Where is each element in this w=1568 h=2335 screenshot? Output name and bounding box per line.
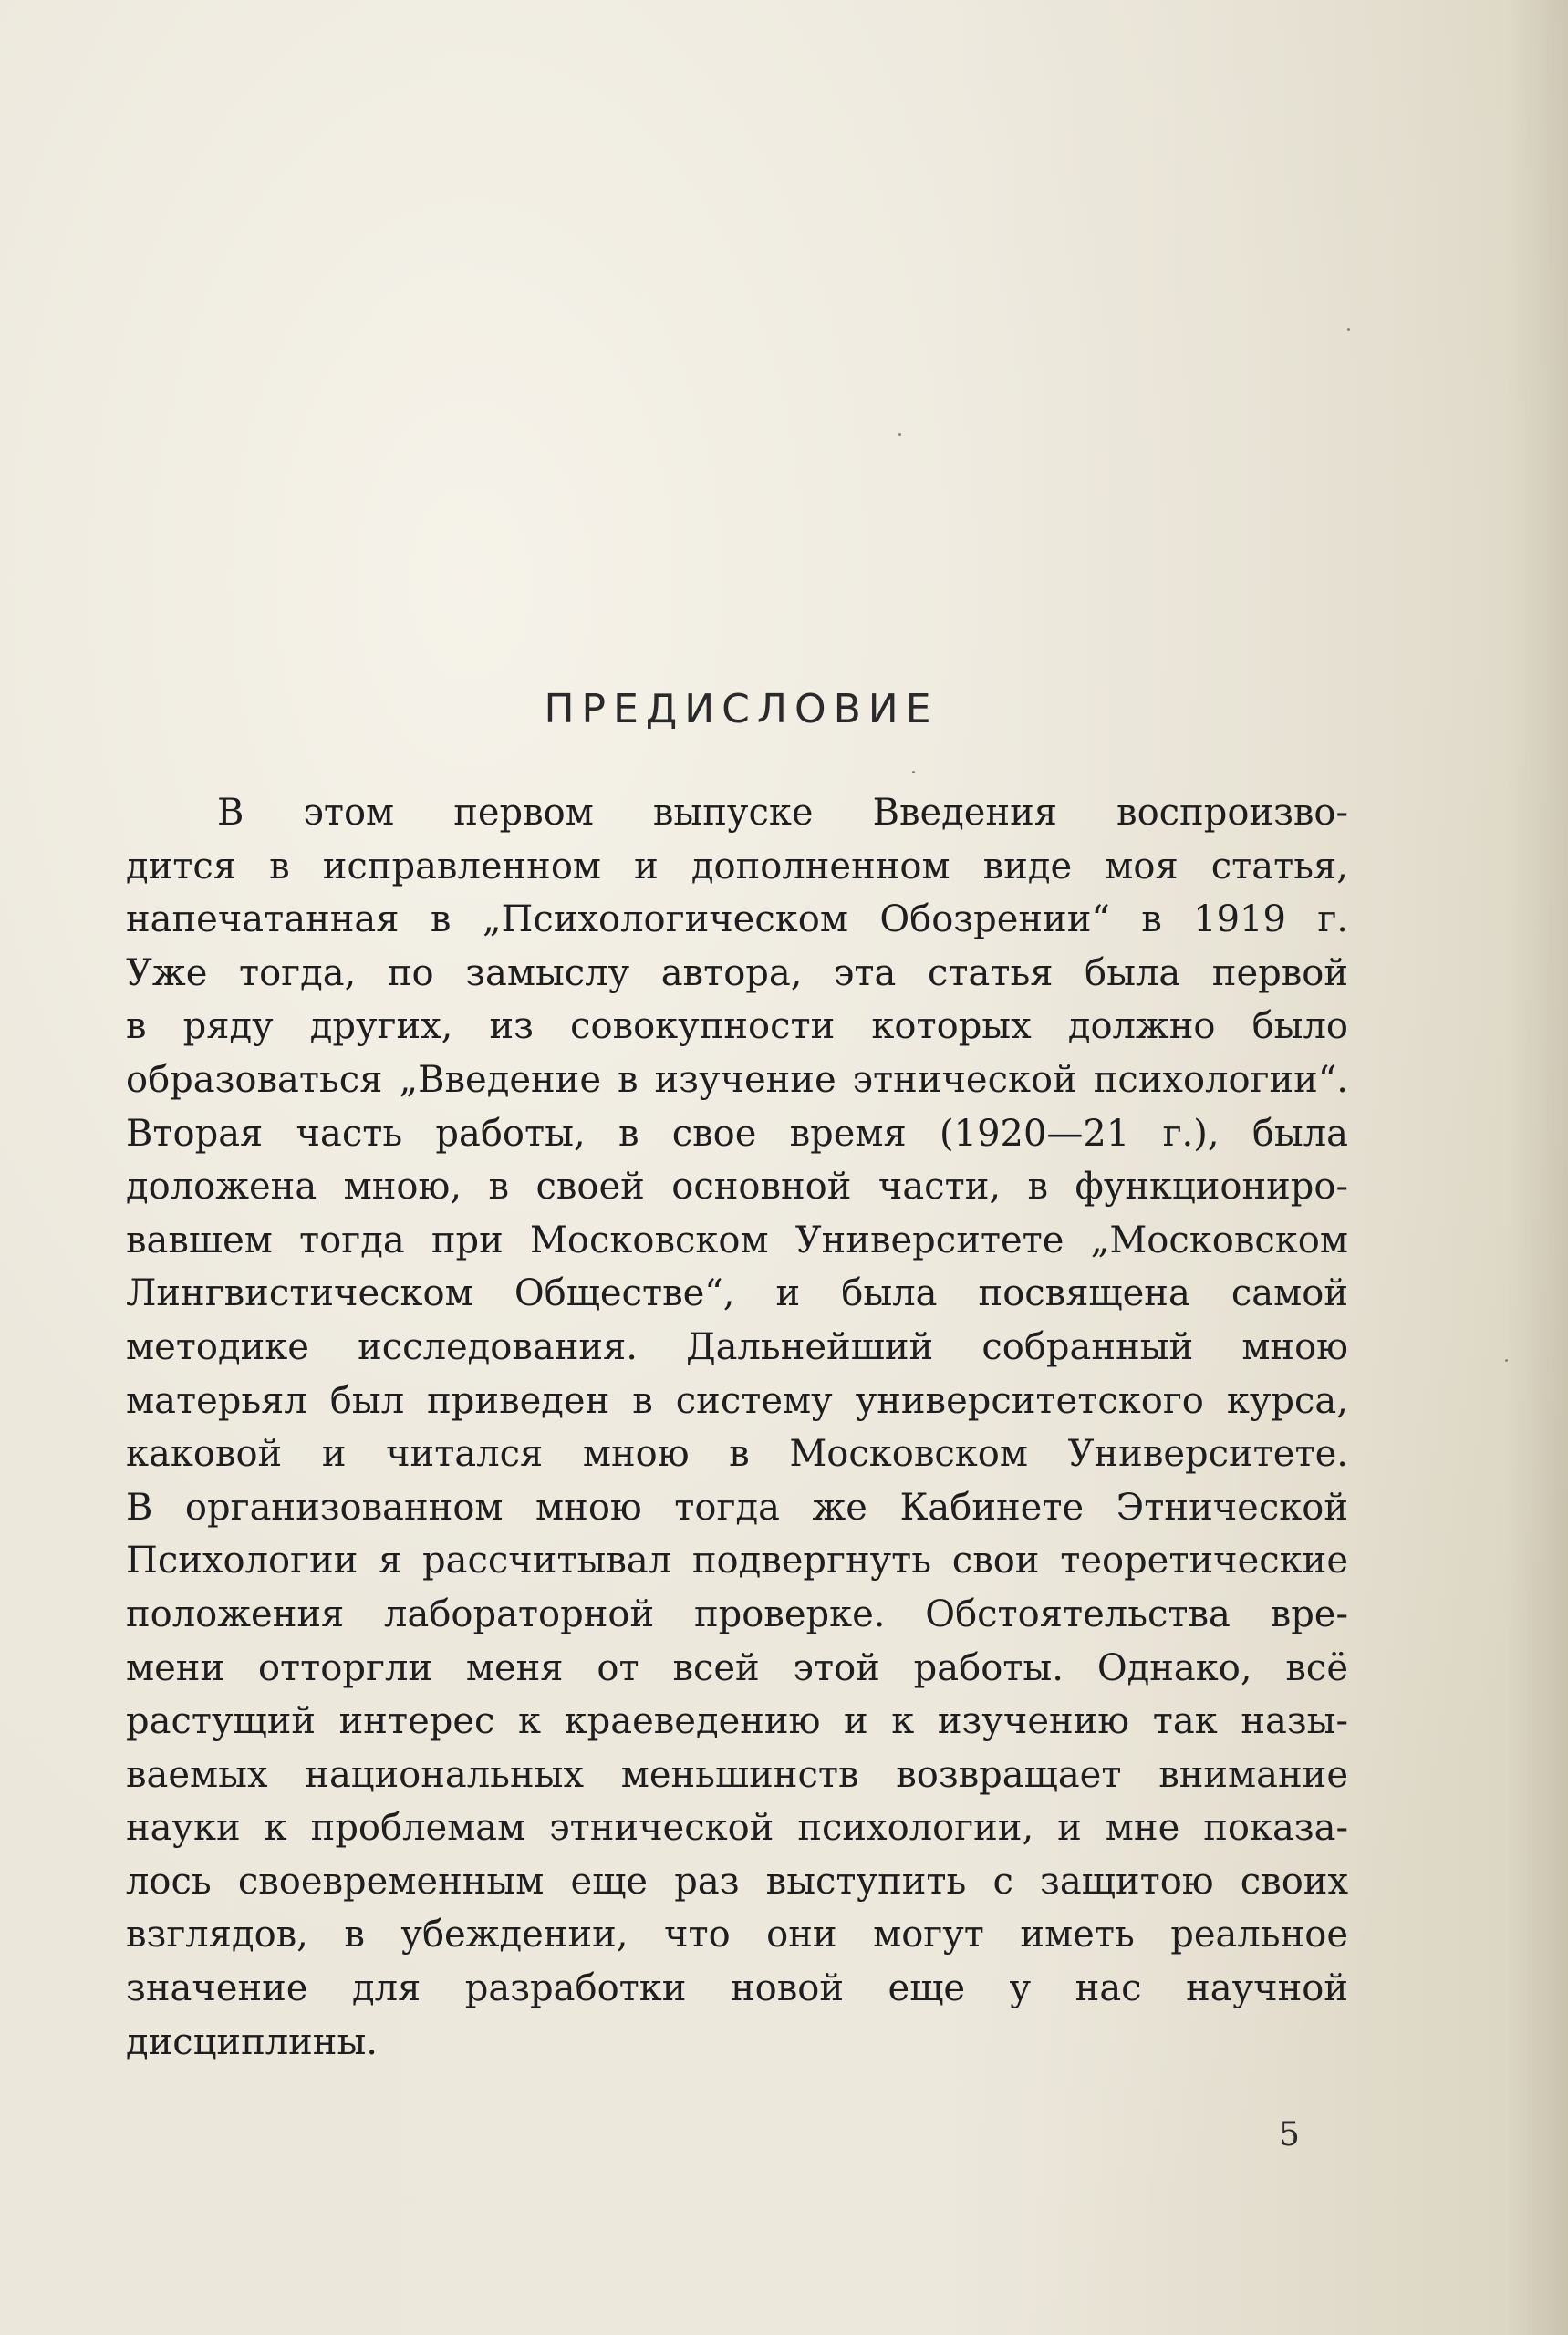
text-line: растущий интерес к краеведению и к изучению так назы- [126, 1700, 1348, 1743]
text-line: напечатанная в „Психологическом Обозрении“ в 1919 г. [126, 898, 1348, 941]
page-heading: ПРЕДИСЛОВИЕ [544, 686, 939, 732]
text-line: ваемых национальных меньшинств возвращает внимание [126, 1753, 1348, 1796]
text-line: взглядов, в убеждении, что они могут иметь реальное [126, 1914, 1348, 1956]
paper-speck [898, 433, 901, 436]
text-line: значение для разработки новой еще у нас научной [126, 1967, 1348, 2010]
page-number: 5 [1279, 2116, 1300, 2153]
paper-speck [912, 771, 915, 773]
text-line: Вторая часть работы, в свое время (1920—21 г.), была [126, 1112, 1348, 1155]
text-line: Уже тогда, по замыслу автора, эта статья была первой [126, 951, 1348, 994]
text-line: каковой и читался мною в Московском Университете. [126, 1433, 1348, 1476]
text-line: методике исследования. Дальнейший собранный мною [126, 1325, 1348, 1368]
text-line: лось своевременным еще раз выступить с защитою своих [126, 1860, 1348, 1903]
text-line: В этом первом выпуске Введения воспроизво- [217, 792, 1348, 834]
paper-speck [1505, 1359, 1508, 1362]
text-line: положения лабораторной проверке. Обстоятельства вре- [126, 1593, 1348, 1635]
paper-speck [1347, 328, 1350, 331]
text-line: образоваться „Введение в изучение этнической психологии“. [126, 1058, 1348, 1101]
text-line: матерьял был приведен в систему университетского курса, [126, 1379, 1348, 1422]
text-line: науки к проблемам этнической психологии, и мне показа- [126, 1807, 1348, 1850]
text-line: дится в исправленном и дополненном виде моя статья, [126, 845, 1348, 887]
text-line: В организованном мною тогда же Кабинете Этнической [126, 1486, 1348, 1529]
text-line: доложена мною, в своей основной части, в функциониро- [126, 1166, 1348, 1209]
text-line: дисциплины. [126, 2020, 379, 2063]
text-line: вавшем тогда при Московском Университете „Московском [126, 1219, 1348, 1261]
preface-paragraph [126, 786, 1348, 2069]
text-line: мени отторгли меня от всей этой работы. Однако, всё [126, 1646, 1348, 1689]
text-line: Лингвистическом Обществе“, и была посвящена самой [126, 1272, 1348, 1315]
text-line: в ряду других, из совокупности которых должно было [126, 1005, 1348, 1048]
text-line: Психологии я рассчитывал подвергнуть свои теоретические [126, 1540, 1348, 1583]
